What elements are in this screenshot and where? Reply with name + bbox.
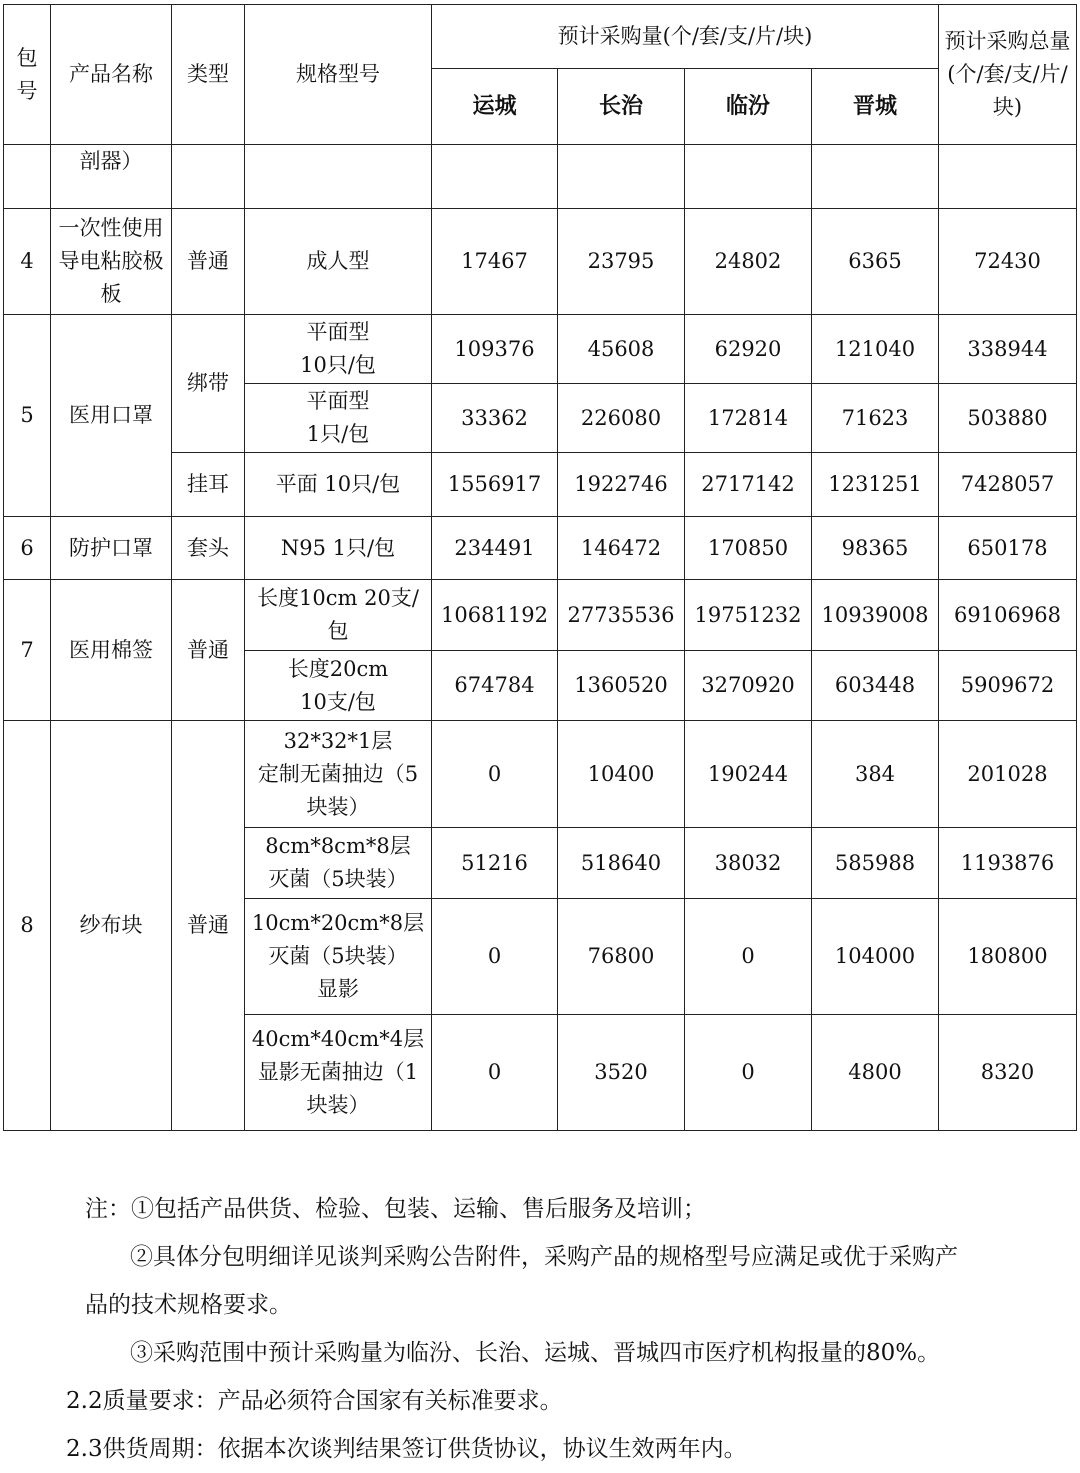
value-cell: 1556917: [432, 453, 558, 517]
value-cell: 190244: [685, 721, 812, 828]
spec-cell: 10cm*20cm*8层 灭菌（5块装） 显影: [245, 899, 432, 1015]
table-row: [4, 315, 1077, 384]
value-cell: 674784: [432, 651, 558, 721]
total-cell: 180800: [939, 899, 1077, 1015]
spec-cell: 8cm*8cm*8层 灭菌（5块装）: [245, 828, 432, 899]
city-linfen: 临汾: [685, 69, 812, 145]
product-cell: 防护口罩: [51, 517, 172, 580]
value-cell: 109376: [432, 315, 558, 384]
value-cell: 0: [432, 721, 558, 828]
note-2: ②具体分包明细详见谈判采购公告附件，采购产品的规格型号应满足或优于采购产: [130, 1244, 958, 1270]
spec-cell: N95 1只/包: [245, 517, 432, 580]
value-cell: 19751232: [685, 580, 812, 651]
pkg-cell: 4: [4, 209, 51, 315]
value-cell: 0: [432, 899, 558, 1015]
value-cell: 71623: [812, 384, 939, 453]
table-row: [4, 721, 1077, 828]
value-cell: 2717142: [685, 453, 812, 517]
pkg-cell: 8: [4, 721, 51, 1131]
value-cell: 76800: [558, 899, 685, 1015]
value-cell: 234491: [432, 517, 558, 580]
header-row: [4, 5, 1077, 69]
value-cell: 585988: [812, 828, 939, 899]
value-cell: 121040: [812, 315, 939, 384]
value-cell: 24802: [685, 209, 812, 315]
product-cell: 剖器）: [51, 145, 172, 209]
value-cell: 0: [685, 899, 812, 1015]
value-cell: 518640: [558, 828, 685, 899]
value-cell: 51216: [432, 828, 558, 899]
total-cell: 8320: [939, 1015, 1077, 1131]
product-cell: 医用棉签: [51, 580, 172, 721]
value-cell: 10400: [558, 721, 685, 828]
value-cell: 23795: [558, 209, 685, 315]
total-cell: 1193876: [939, 828, 1077, 899]
total-cell: 72430: [939, 209, 1077, 315]
value-cell: 146472: [558, 517, 685, 580]
supply-period: 2.3供货周期：依据本次谈判结果签订供货协议，协议生效两年内。: [66, 1436, 747, 1462]
type-cell: 普通: [172, 209, 245, 315]
type-cell: 套头: [172, 517, 245, 580]
header-type: 类型: [172, 5, 245, 145]
spec-cell: 平面型 10只/包: [245, 315, 432, 384]
spec-cell: 长度20cm 10支/包: [245, 651, 432, 721]
note-1: 注：①包括产品供货、检验、包装、运输、售后服务及培训；: [85, 1196, 706, 1222]
type-cell: 绑带: [172, 315, 245, 453]
value-cell: 170850: [685, 517, 812, 580]
table-row: [4, 209, 1077, 315]
note-2-continued: 品的技术规格要求。: [85, 1292, 292, 1318]
value-cell: 98365: [812, 517, 939, 580]
value-cell: 1360520: [558, 651, 685, 721]
header-pkg: 包号: [4, 5, 51, 145]
product-cell: 纱布块: [51, 721, 172, 1131]
table-row: [4, 517, 1077, 580]
value-cell: 62920: [685, 315, 812, 384]
header-spec: 规格型号: [245, 5, 432, 145]
value-cell: 6365: [812, 209, 939, 315]
value-cell: 10681192: [432, 580, 558, 651]
pkg-cell: 6: [4, 517, 51, 580]
spec-cell: 长度10cm 20支/包: [245, 580, 432, 651]
value-cell: 3270920: [685, 651, 812, 721]
spec-cell: 32*32*1层 定制无菌抽边（5块装）: [245, 721, 432, 828]
type-cell: 挂耳: [172, 453, 245, 517]
pkg-cell: 5: [4, 315, 51, 517]
notes-section: [0, 1185, 1080, 1473]
value-cell: 1231251: [812, 453, 939, 517]
table-row: [4, 145, 1077, 209]
value-cell: 0: [432, 1015, 558, 1131]
value-cell: 172814: [685, 384, 812, 453]
total-cell: 338944: [939, 315, 1077, 384]
type-cell: 普通: [172, 580, 245, 721]
quality-requirement: 2.2质量要求：产品必须符合国家有关标准要求。: [66, 1388, 563, 1414]
value-cell: 45608: [558, 315, 685, 384]
table-row: [4, 580, 1077, 651]
product-cell: 医用口罩: [51, 315, 172, 517]
product-cell: 一次性使用导电粘胶极板: [51, 209, 172, 315]
header-total: 预计采购总量(个/套/支/片/块): [939, 5, 1077, 145]
city-changzhi: 长治: [558, 69, 685, 145]
total-cell: 7428057: [939, 453, 1077, 517]
pkg-cell: 7: [4, 580, 51, 721]
total-cell: 650178: [939, 517, 1077, 580]
spec-cell: 平面型 1只/包: [245, 384, 432, 453]
total-cell: 503880: [939, 384, 1077, 453]
value-cell: 384: [812, 721, 939, 828]
value-cell: 38032: [685, 828, 812, 899]
value-cell: 603448: [812, 651, 939, 721]
city-yuncheng: 运城: [432, 69, 558, 145]
city-jincheng: 晋城: [812, 69, 939, 145]
value-cell: 33362: [432, 384, 558, 453]
total-cell: 5909672: [939, 651, 1077, 721]
value-cell: 17467: [432, 209, 558, 315]
value-cell: 0: [685, 1015, 812, 1131]
header-product: 产品名称: [51, 5, 172, 145]
value-cell: 10939008: [812, 580, 939, 651]
note-3: ③采购范围中预计采购量为临汾、长治、运城、晋城四市医疗机构报量的80%。: [130, 1340, 941, 1366]
spec-cell: 40cm*40cm*4层 显影无菌抽边（1块装）: [245, 1015, 432, 1131]
procurement-table: [3, 4, 1077, 1131]
value-cell: 226080: [558, 384, 685, 453]
header-estimated: 预计采购量(个/套/支/片/块): [432, 5, 939, 69]
total-cell: 69106968: [939, 580, 1077, 651]
spec-cell: 成人型: [245, 209, 432, 315]
total-cell: 201028: [939, 721, 1077, 828]
value-cell: 104000: [812, 899, 939, 1015]
value-cell: 27735536: [558, 580, 685, 651]
value-cell: 4800: [812, 1015, 939, 1131]
value-cell: 1922746: [558, 453, 685, 517]
value-cell: 3520: [558, 1015, 685, 1131]
spec-cell: 平面 10只/包: [245, 453, 432, 517]
type-cell: 普通: [172, 721, 245, 1131]
